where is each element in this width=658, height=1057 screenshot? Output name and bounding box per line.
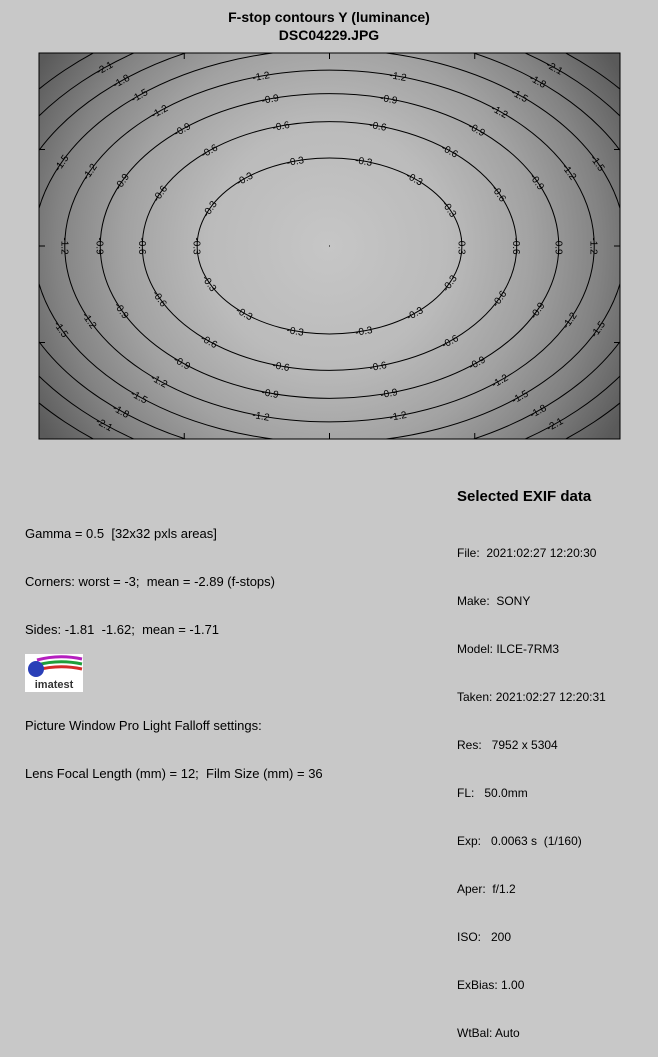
contour-label: -1.5: [509, 87, 530, 106]
contour-label: -1.8: [527, 72, 548, 91]
contour-label: -0.6: [368, 119, 388, 134]
contour-label: -0.6: [199, 142, 220, 161]
stats-line: Lens Focal Length (mm) = 12; Film Size (mm) = 36: [25, 766, 323, 781]
contour-label: -0.9: [111, 300, 131, 322]
contour-label: -0.3: [285, 155, 305, 169]
stats-line: Corners: worst = -3; mean = -2.89 (f-stops): [25, 574, 275, 589]
contour-label: -1.8: [110, 402, 131, 421]
contour-label: -1.5: [52, 153, 72, 174]
contour-label: -0.3: [354, 155, 374, 169]
exif-line: File: 2021:02:27 12:20:30: [457, 546, 597, 560]
exif-line: Res: 7952 x 5304: [457, 738, 558, 752]
contour-label: -0.9: [379, 387, 399, 402]
contour-label: -0.3: [233, 305, 255, 324]
exif-line: Exp: 0.0063 s (1/160): [457, 834, 582, 848]
contour-label: -0.6: [439, 142, 460, 161]
contour-label: -1.2: [559, 162, 579, 183]
exif-line: WtBal: Auto: [457, 1026, 520, 1040]
contour-label: -0.9: [171, 354, 192, 373]
contour-label: -1.2: [388, 409, 408, 424]
contour-label: -0.9: [528, 300, 548, 322]
exif-line: Model: ILCE-7RM3: [457, 642, 560, 656]
contour-label: -1.2: [80, 162, 100, 183]
contour-label: -0.6: [151, 183, 171, 205]
contour-label: -1.5: [510, 388, 531, 407]
contour-label: -0.3: [404, 305, 426, 324]
contour-label: -1.8: [111, 72, 132, 91]
contour-label: -1.5: [50, 319, 70, 340]
contour-label: -1.2: [488, 103, 510, 122]
contour-label: -0.6: [149, 288, 169, 310]
contour-label: -0.6: [271, 360, 291, 375]
contour-label: -0.3: [354, 325, 374, 339]
contour-label: -0.9: [467, 354, 488, 373]
contour-label: -0.6: [198, 333, 219, 352]
exif-line: ExBias: 1.00: [457, 978, 525, 992]
contour-label: -0.3: [403, 170, 425, 189]
contour-label: -1.5: [129, 87, 150, 106]
contour-label: -0.3: [440, 273, 460, 294]
exif-line: Taken: 2021:02:27 12:20:31: [457, 690, 606, 704]
contour-label: -2.1: [544, 416, 566, 435]
contour-label: -0.9: [527, 171, 546, 193]
contour-label: -1.2: [251, 409, 271, 424]
contour-label: -0.6: [488, 183, 508, 205]
contour-plot: [0, 0, 658, 460]
contour-label: -0.9: [260, 92, 280, 107]
contour-label: -0.6: [135, 237, 147, 255]
stats-panel: [25, 494, 323, 798]
stats-line: Sides: -1.81 -1.62; mean = -1.71: [25, 622, 220, 637]
contour-label: -0.6: [440, 333, 461, 352]
contour-label: -1.2: [251, 70, 271, 85]
contour-label: -0.9: [172, 121, 193, 140]
contour-label: -0.6: [368, 360, 388, 375]
contour-label: -0.3: [285, 325, 305, 339]
contour-label: -1.2: [489, 372, 511, 391]
contour-label: -0.9: [260, 387, 280, 402]
contour-label: -0.3: [199, 273, 219, 294]
contour-label: -1.2: [79, 310, 99, 332]
contour-label: -0.3: [439, 199, 459, 220]
contour-label: -1.2: [148, 372, 170, 391]
contour-label: -1.2: [58, 237, 70, 255]
contour-label: -1.8: [528, 402, 549, 421]
contour-label: -1.2: [388, 70, 408, 85]
contour-label: -2.1: [543, 59, 565, 78]
exif-panel: [457, 513, 606, 1057]
contour-label: -0.3: [200, 199, 220, 220]
contour-label: -0.6: [490, 288, 510, 310]
contour-label: -0.9: [552, 237, 564, 255]
contour-label: -0.9: [466, 121, 487, 140]
exif-line: ISO: 200: [457, 930, 512, 944]
exif-line: Make: SONY: [457, 594, 531, 608]
stats-line: Gamma = 0.5 [32x32 pxls areas]: [25, 526, 217, 541]
contour-label: -0.3: [234, 170, 256, 189]
contour-label: -0.9: [113, 171, 132, 193]
contour-label: -0.3: [190, 237, 202, 255]
contour-label: -0.3: [455, 237, 467, 255]
exif-title: Selected EXIF data: [457, 488, 592, 505]
contour-label: -2.1: [93, 416, 115, 435]
center-mark: [329, 246, 330, 247]
exif-line: Aper: f/1.2: [457, 882, 516, 896]
logo-text: imatest: [34, 679, 74, 691]
chart-title: F-stop contours Y (luminance): [228, 9, 430, 25]
contour-label: -0.6: [271, 119, 291, 134]
contour-label: -1.2: [149, 103, 171, 122]
contour-label: -0.9: [379, 92, 399, 107]
contour-label: -1.2: [587, 237, 599, 255]
contour-label: -0.6: [510, 237, 522, 255]
contour-label: -1.5: [589, 319, 609, 340]
imatest-logo: [25, 654, 83, 692]
contour-label: -1.5: [128, 388, 149, 407]
exif-line: FL: 50.0mm: [457, 786, 528, 800]
chart-subtitle: DSC04229.JPG: [278, 27, 380, 43]
contour-label: -1.5: [587, 153, 607, 174]
contour-label: -0.9: [93, 237, 105, 255]
contour-label: -1.2: [560, 310, 580, 332]
contour-label: -2.1: [94, 59, 116, 78]
stats-line: Picture Window Pro Light Falloff settings:: [25, 718, 262, 733]
